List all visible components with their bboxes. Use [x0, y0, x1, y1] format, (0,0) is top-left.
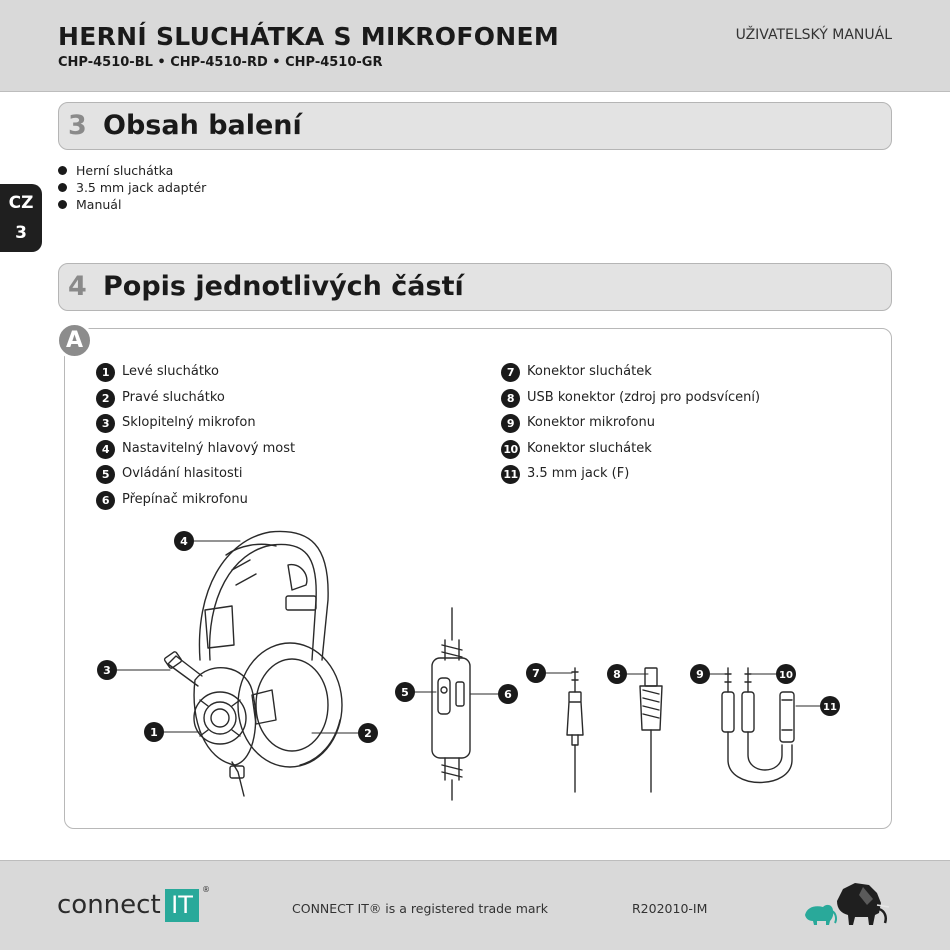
section-heading-parts	[58, 263, 892, 311]
number-badge: 4	[96, 440, 115, 459]
number-badge: 9	[501, 414, 520, 433]
svg-text:5: 5	[401, 686, 409, 699]
headset-illustration	[164, 531, 342, 796]
part-label: Přepínač mikrofonu	[122, 491, 248, 507]
list-item	[501, 414, 760, 440]
number-badge: 2	[96, 389, 115, 408]
list-item	[96, 491, 295, 517]
parts-list-right	[501, 363, 760, 491]
small-elephant-icon	[805, 905, 836, 925]
svg-text:10: 10	[779, 670, 793, 681]
part-label: USB konektor (zdroj pro podsvícení)	[527, 389, 761, 405]
svg-text:9: 9	[696, 668, 704, 681]
list-item	[96, 440, 295, 466]
list-item	[96, 414, 295, 440]
inline-volume-control	[432, 608, 470, 800]
section-number: 4	[68, 271, 87, 302]
model-numbers: CHP-4510-BL • CHP-4510-RD • CHP-4510-GR	[58, 55, 383, 70]
part-label: Sklopitelný mikrofon	[122, 415, 256, 431]
logo-it-box: IT	[165, 889, 199, 922]
callout-7	[526, 663, 546, 683]
svg-text:6: 6	[504, 688, 512, 701]
section-title: Obsah balení	[103, 110, 302, 141]
svg-text:3: 3	[103, 664, 111, 677]
part-label: Levé sluchátko	[122, 364, 219, 379]
page-footer	[0, 860, 950, 950]
callout-5	[395, 682, 415, 702]
callout-1	[144, 722, 164, 742]
callout-11	[820, 696, 840, 716]
part-label: Nastavitelný hlavový most	[122, 440, 296, 456]
svg-text:1: 1	[150, 726, 158, 739]
number-badge: 10	[501, 440, 520, 459]
list-item	[96, 465, 295, 491]
manual-label: UŽIVATELSKÝ MANUÁL	[735, 27, 892, 43]
list-item	[501, 465, 760, 491]
list-item	[96, 389, 295, 415]
svg-text:8: 8	[613, 668, 621, 681]
elephants-icon	[803, 879, 893, 929]
language-page-tab	[0, 184, 42, 252]
number-badge: 7	[501, 363, 520, 382]
jack-splitter-adapter	[722, 668, 794, 783]
list-item	[501, 389, 760, 415]
list-item	[96, 363, 295, 389]
callout-4	[174, 531, 194, 551]
number-badge: 5	[96, 465, 115, 484]
list-item: Manuál	[58, 196, 206, 213]
logo-registered-mark: ®	[202, 885, 210, 894]
callout-10	[776, 664, 796, 684]
headset-diagram	[90, 525, 850, 815]
svg-text:4: 4	[180, 535, 188, 548]
svg-text:11: 11	[823, 702, 837, 713]
trademark-notice: CONNECT IT® is a registered trade mark	[292, 901, 548, 916]
usb-connector	[640, 668, 662, 792]
svg-text:7: 7	[532, 667, 540, 680]
parts-list-left	[96, 363, 295, 517]
number-badge: 1	[96, 363, 115, 382]
callout-leader-lines	[117, 541, 820, 733]
number-badge: 3	[96, 414, 115, 433]
page-header	[0, 0, 950, 92]
callout-badges	[97, 531, 840, 743]
callout-2	[358, 723, 378, 743]
headphone-jack-connector	[567, 668, 583, 792]
callout-9	[690, 664, 710, 684]
section-heading-contents	[58, 102, 892, 150]
language-code: CZ	[8, 193, 34, 213]
part-label: Pravé sluchátko	[122, 389, 225, 405]
number-badge: 6	[96, 491, 115, 510]
logo-word: connect	[57, 890, 161, 920]
callout-3	[97, 660, 117, 680]
list-item: 3.5 mm jack adaptér	[58, 179, 206, 196]
part-label: Ovládání hlasitosti	[122, 466, 243, 482]
large-elephant-icon	[837, 883, 889, 925]
part-label: Konektor sluchátek	[527, 440, 652, 456]
document-title: HERNÍ SLUCHÁTKA S MIKROFONEM	[58, 22, 560, 51]
page-number: 3	[15, 223, 27, 243]
section-number: 3	[68, 110, 87, 141]
list-item	[501, 363, 760, 389]
list-item: Herní sluchátka	[58, 162, 206, 179]
document-code: R202010-IM	[632, 901, 708, 916]
number-badge: 11	[501, 465, 520, 484]
package-contents-list	[58, 162, 206, 213]
callout-8	[607, 664, 627, 684]
figure-label-badge: A	[56, 322, 93, 359]
part-label: Konektor sluchátek	[527, 364, 652, 379]
number-badge: 8	[501, 389, 520, 408]
svg-text:2: 2	[364, 727, 372, 740]
list-item	[501, 440, 760, 466]
part-label: Konektor mikrofonu	[527, 415, 655, 431]
part-label: 3.5 mm jack (F)	[527, 466, 630, 482]
section-title: Popis jednotlivých částí	[103, 271, 464, 302]
callout-6	[498, 684, 518, 704]
